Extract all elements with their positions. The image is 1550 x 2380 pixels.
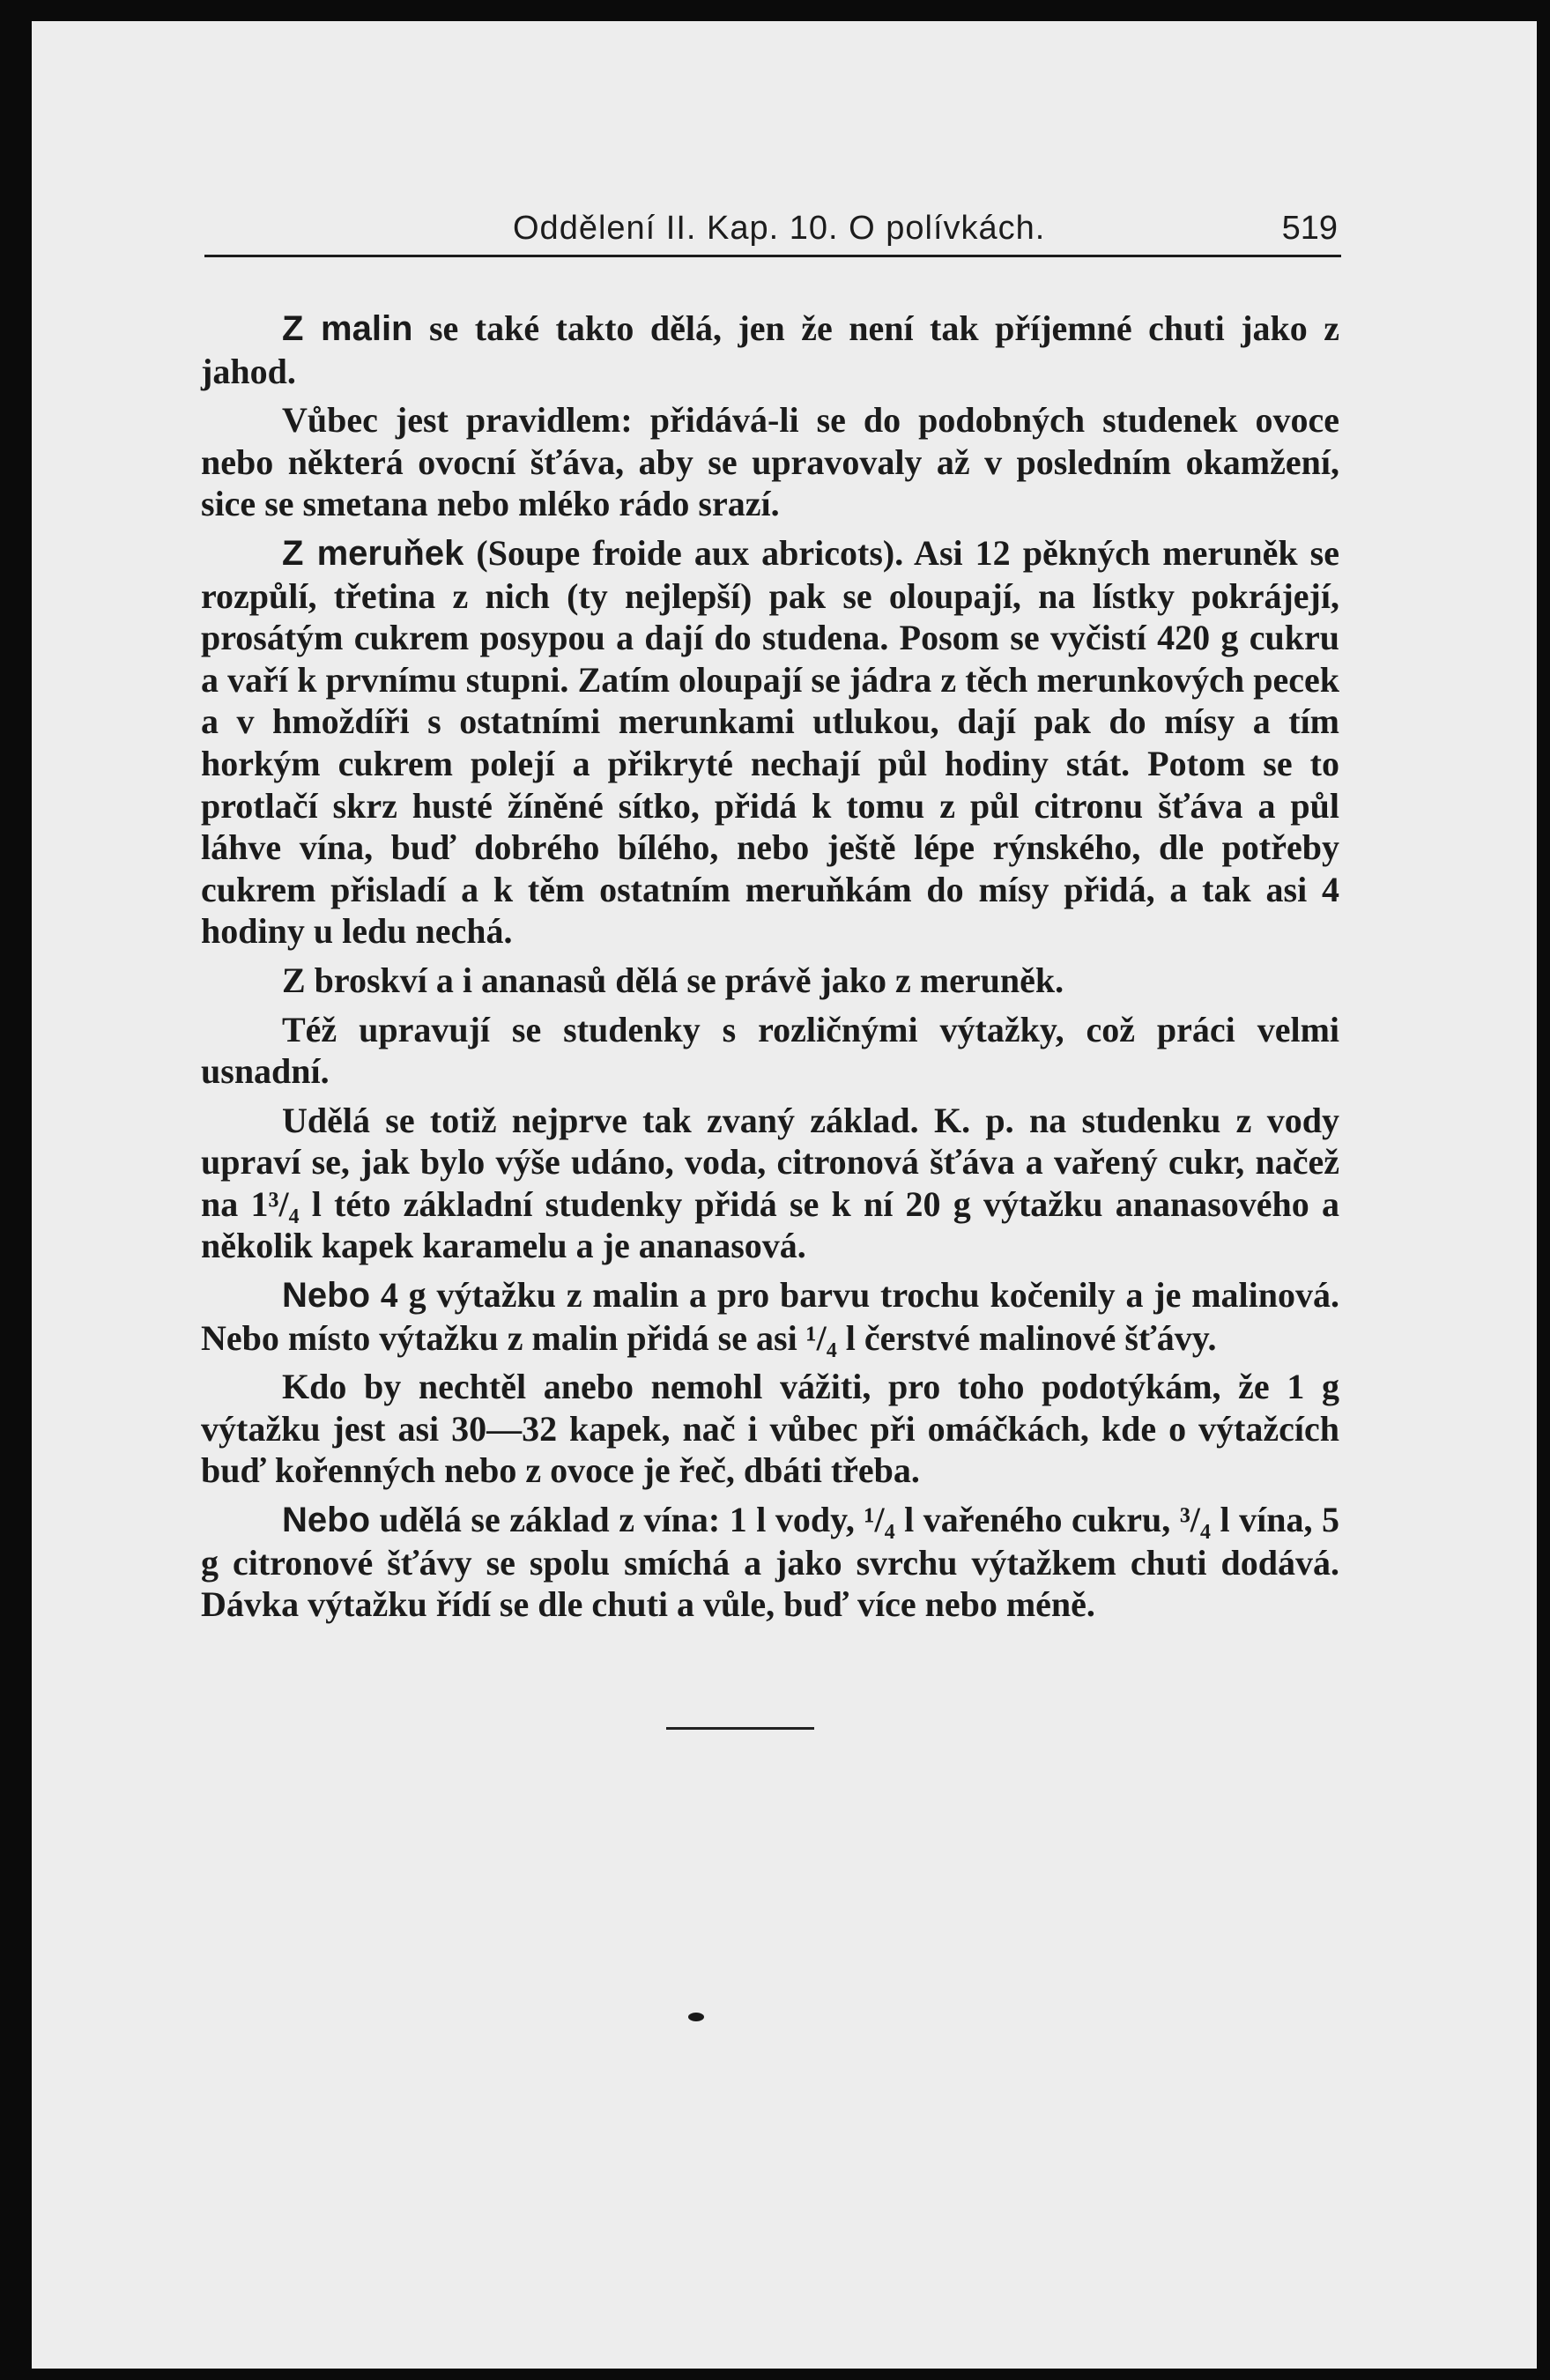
paragraph-lead: Z malin [282,309,413,348]
book-page [32,21,1537,2369]
paragraph [201,1366,1339,1492]
ink-speck [688,2013,704,2021]
paragraph [201,308,1339,392]
paragraph-text: se také takto dělá, jen že není tak příjemné chuti jako z jahod. [201,308,1339,391]
paragraph-text: Též upravují se studenky s rozličnými výtažky, což práci velmi usnadní. [201,1009,1339,1092]
paragraph-text: udělá se základ z vína: 1 l vody, ¹/₄ l vařeného cukru, ³/₄ l vína, 5 g citronové šťávy se spolu smíchá a jako svrchu výtažkem chuti dodává. Dávka výtažku řídí se dle chuti a vůle, buď více nebo méně. [201,1500,1339,1625]
paragraph [201,1100,1339,1267]
paragraph-lead: Z meruňek [282,533,464,573]
paragraph-lead: Nebo [282,1501,370,1540]
chapter-title: Oddělení II. Kap. 10. O polívkách. [513,210,1046,247]
paragraph-text: (Soupe froide aux abricots). Asi 12 pěkných meruněk se rozpůlí, třetina z nich (ty nejlepší) pak se oloupají, na lístky pokrájejí, prosátým cukrem posypou a dají do studena. Posom se vyčistí 420 g cukru a vaří k prvnímu stupni. Zatím oloupají se jádra z těch merunkových pecek a v hmoždíři s ostatními merunkami utlukou, dají pak do mísy a tím horkým cukrem polejí a přikryté nechají půl hodiny stát. Potom se to protlačí skrz husté žíněné sítko, přidá k tomu z půl citronu šťáva a půl láhve vína, buď dobrého bílého, nebo ještě lépe rýnského, dle potřeby cukrem přisladí a k těm ostatním meruňkám do mísy přidá, a tak asi 4 hodiny u ledu nechá. [201,532,1339,952]
paragraph [201,960,1339,1002]
running-header [204,202,1341,257]
paragraph [201,1009,1339,1093]
paragraph-text: 4 g výtažku z malin a pro barvu trochu kočenily a je malinová. Nebo místo výtažku z malin přidá se asi ¹/₄ l čerstvé malinové šťávy. [201,1275,1339,1358]
section-end-rule [666,1727,814,1730]
page-number: 519 [1281,210,1338,247]
paragraph-text: Z broskví a i ananasů dělá se právě jako z meruněk. [282,960,1064,1000]
paragraph-text: Vůbec jest pravidlem: přidává-li se do podobných studenek ovoce nebo některá ovocní šťáva, aby se upravovaly až v posledním okamžení, sice se smetana nebo mléko rádo srazí. [201,400,1339,524]
page-body [201,308,1339,1633]
paragraph-lead: Nebo [282,1276,370,1316]
paragraph [201,399,1339,525]
paragraph-text: Kdo by nechtěl anebo nemohl vážiti, pro toho podotýkám, že 1 g výtažku jest asi 30—32 kapek, nač i vůbec při omáčkách, kde o výtažcích buď kořenných nebo z ovoce je řeč, dbáti třeba. [201,1367,1339,1491]
paragraph-text: Udělá se totiž nejprve tak zvaný základ. K. p. na studenku z vody upraví se, jak bylo výše udáno, voda, citronová šťáva a vařený cukr, načež na 1³/₄ l této základní studenky přidá se k ní 20 g výtažku ananasového a několik kapek karamelu a je ananasová. [201,1100,1339,1266]
paragraph [201,532,1339,953]
paragraph [201,1499,1339,1626]
paragraph [201,1274,1339,1359]
